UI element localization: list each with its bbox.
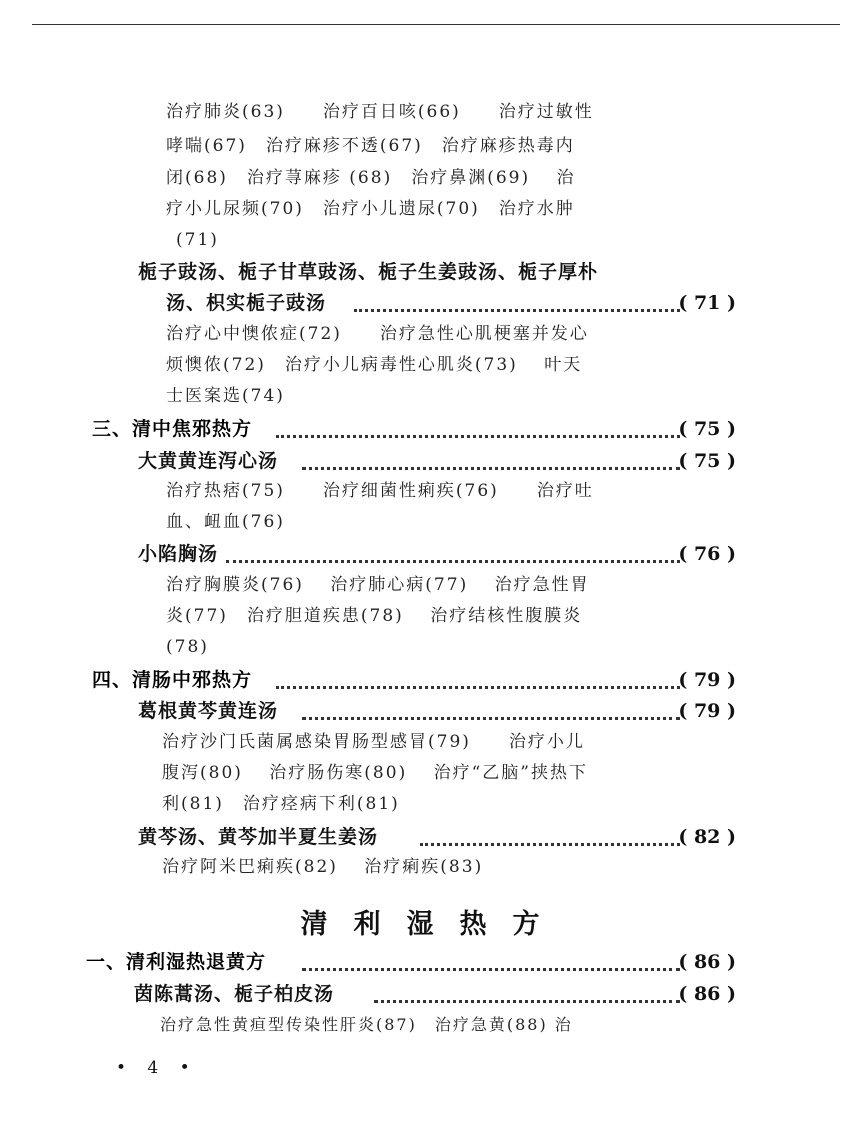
page-ref: ( 86 ) [678, 983, 736, 1005]
page-ref: ( 86 ) [678, 951, 736, 973]
formula-title: 大黄黄连泻心汤 [138, 450, 279, 472]
text-line: (78) [166, 637, 209, 657]
section-title: 四、清肠中邪热方 [92, 669, 253, 691]
text-line: 治疗心中懊侬症(72) 治疗急性心肌梗塞并发心 [166, 324, 589, 344]
dot-leader [276, 686, 680, 689]
text-line: 疗小儿尿频(70) 治疗小儿遗尿(70) 治疗水肿 [166, 199, 575, 219]
formula-title: 黄芩汤、黄芩加半夏生姜汤 [138, 826, 379, 848]
section-title: 三、清中焦邪热方 [92, 418, 253, 440]
text-line: (71) [176, 230, 219, 250]
text-line: 治疗肺炎(63) 治疗百日咳(66) 治疗过敏性 [166, 102, 594, 122]
text-line: 哮喘(67) 治疗麻疹不透(67) 治疗麻疹热毒内 [166, 136, 575, 156]
text-line: 治疗胸膜炎(76) 治疗肺心病(77) 治疗急性胃 [166, 575, 590, 595]
page-ref: ( 76 ) [678, 543, 736, 565]
formula-title: 茵陈蒿汤、栀子柏皮汤 [134, 983, 335, 1005]
dot-leader [276, 435, 680, 438]
text-line: 治疗热痞(75) 治疗细菌性痢疾(76) 治疗吐 [166, 481, 594, 501]
text-line: 烦懊侬(72) 治疗小儿病毒性心肌炎(73) 叶天 [166, 355, 583, 375]
formula-title: 葛根黄芩黄连汤 [138, 700, 279, 722]
page-ref: ( 71 ) [678, 292, 736, 314]
text-line: 利(81) 治疗痉病下利(81) [162, 794, 400, 814]
dot-leader [354, 309, 680, 312]
page-ref: ( 75 ) [678, 418, 736, 440]
dot-leader [420, 843, 680, 846]
dot-leader [302, 467, 680, 470]
text-line: 闭(68) 治疗荨麻疹 (68) 治疗鼻渊(69) 治 [166, 168, 576, 188]
text-line: 治疗急性黄疸型传染性肝炎(87) 治疗急黄(88) 治 [160, 1015, 573, 1034]
formula-title: 栀子豉汤、栀子甘草豉汤、栀子生姜豉汤、栀子厚朴 [138, 261, 599, 283]
page-ref: ( 79 ) [678, 700, 736, 722]
chapter-heading: 清利湿热方 [300, 909, 566, 940]
dot-leader [302, 968, 680, 971]
text-line: 腹泻(80) 治疗肠伤寒(80) 治疗“乙脑”挟热下 [162, 763, 588, 783]
section-title: 一、清利湿热退黄方 [86, 951, 267, 973]
dot-leader [302, 717, 680, 720]
dot-leader [374, 1000, 680, 1003]
text-line: 血、衄血(76) [166, 512, 285, 532]
top-rule [32, 24, 840, 25]
dot-leader [226, 560, 680, 563]
page-ref: ( 79 ) [678, 669, 736, 691]
page-number: • 4 • [116, 1058, 198, 1078]
text-line: 士医案选(74) [166, 386, 285, 406]
text-line: 治疗沙门氏菌属感染胃肠型感冒(79) 治疗小儿 [162, 732, 585, 752]
page-ref: ( 82 ) [678, 826, 736, 848]
formula-title: 汤、枳实栀子豉汤 [166, 292, 327, 314]
formula-title: 小陷胸汤 [138, 543, 219, 565]
text-line: 炎(77) 治疗胆道疾患(78) 治疗结核性腹膜炎 [166, 606, 583, 626]
page-ref: ( 75 ) [678, 450, 736, 472]
text-line: 治疗阿米巴痢疾(82) 治疗痢疾(83) [162, 857, 484, 877]
